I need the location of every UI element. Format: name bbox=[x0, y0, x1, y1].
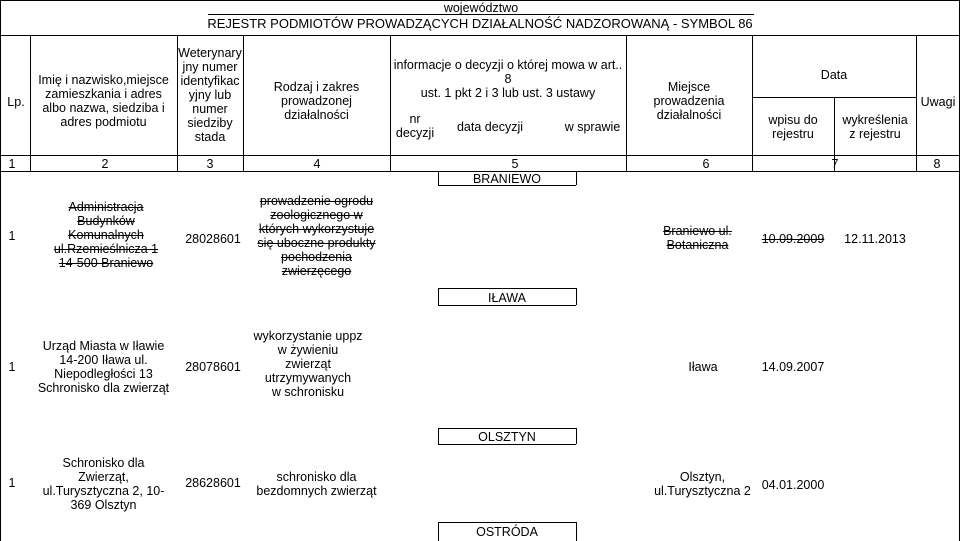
col-activity-header: Rodzaj i zakres prowadzonej działalności bbox=[273, 80, 360, 122]
row-activity: wykorzystanie uppz w żywieniu zwierząt utrzymywanych w schronisku bbox=[253, 329, 363, 399]
col-removal-date-header: wykreślenia z rejestru bbox=[842, 113, 908, 141]
region-label: województwo bbox=[443, 1, 519, 15]
col-decision-group-header: informacje o decyzji o której mowa w art.. 8 ust. 1 pkt 2 i 3 lub ust. 3 ustawy bbox=[393, 58, 623, 100]
row-entry-date: 10.09.2009 bbox=[761, 232, 825, 246]
row-place: Braniewo ul. Botaniczna bbox=[663, 224, 732, 252]
rule-olsztyn-bottom bbox=[438, 444, 576, 445]
col-vet-header: Weterynary jny numer identyfikac yjny lub numer siedziby stada bbox=[178, 46, 242, 144]
col-entry-date-header: wpisu do rejestru bbox=[768, 113, 818, 141]
col-date-group-header: Data bbox=[820, 68, 848, 82]
rule-left bbox=[0, 0, 1, 541]
row-activity: schronisko dla bezdomnych zwierząt bbox=[256, 470, 377, 498]
rule-under-title bbox=[0, 35, 960, 36]
section-ilawa: IŁAWA bbox=[488, 291, 526, 305]
row-activity: prowadzenie ogrodu zoologicznego w których wykorzystuje się uboczne produkty pochodzenia zwierzęcego bbox=[257, 194, 376, 278]
col-number: 5 bbox=[511, 157, 519, 171]
row-vet-number: 28078601 bbox=[185, 360, 241, 374]
rule-header-bottom bbox=[0, 155, 960, 156]
col-number: 4 bbox=[313, 157, 321, 171]
rule-olsztyn-right bbox=[576, 428, 577, 444]
col-decision-case-header: w sprawie bbox=[564, 120, 621, 134]
section-braniewo: BRANIEWO bbox=[472, 172, 542, 186]
row-entry-date: 04.01.2000 bbox=[761, 478, 825, 492]
row-name: Urząd Miasta w Iławie 14-200 Iława ul. Niepodległości 13 Schronisko dla zwierząt bbox=[37, 339, 170, 395]
row-entry-date: 14.09.2007 bbox=[761, 360, 825, 374]
row-place: Olsztyn, ul.Turysztyczna 2 bbox=[654, 470, 751, 498]
row-lp: 1 bbox=[8, 476, 16, 490]
col-number: 6 bbox=[702, 157, 710, 171]
rule-ilawa-top bbox=[438, 288, 576, 289]
col-notes-header: Uwagi bbox=[920, 95, 956, 109]
row-name: Administracja Budynków Komunalnych ul.Rzemieślnicza 1 14-500 Braniewo bbox=[53, 200, 159, 270]
rule-ilawa-right bbox=[576, 288, 577, 305]
col-lp-header: Lp. bbox=[7, 95, 25, 109]
row-lp: 1 bbox=[8, 229, 16, 243]
section-ostroda: OSTRÓDA bbox=[476, 525, 538, 539]
rule-ostroda-right bbox=[576, 522, 577, 541]
col-number: 8 bbox=[933, 157, 941, 171]
row-lp: 1 bbox=[8, 360, 16, 374]
row-removal-date: 12.11.2013 bbox=[844, 232, 906, 246]
col-number: 2 bbox=[101, 157, 109, 171]
register-title: REJESTR PODMIOTÓW PROWADZĄCYCH DZIAŁALNOŚĆ NADZOROWANĄ - SYMBOL 86 bbox=[207, 16, 753, 31]
row-vet-number: 28028601 bbox=[185, 232, 241, 246]
col-name-header: Imię i nazwisko,miejsce zamieszkania i adres albo nazwa, siedziba i adres podmiotu bbox=[38, 73, 169, 129]
row-vet-number: 28628601 bbox=[185, 476, 241, 490]
rule-ilawa-bottom bbox=[438, 305, 576, 306]
rule-after-activity bbox=[390, 35, 391, 171]
rule-section-right bbox=[576, 171, 577, 185]
col-decision-date-header: data decyzji bbox=[456, 120, 523, 134]
col-place-header: Miejsce prowadzenia działalności bbox=[653, 80, 725, 122]
row-place: Iława bbox=[688, 360, 718, 374]
rule-after-place bbox=[752, 35, 753, 171]
rule-olsztyn-top bbox=[438, 428, 576, 429]
section-olsztyn: OLSZTYN bbox=[478, 430, 536, 444]
col-number: 1 bbox=[8, 157, 16, 171]
col-number: 7 bbox=[831, 157, 839, 171]
row-name: Schronisko dla Zwierząt, ul.Turysztyczna 2, 10- 369 Olsztyn bbox=[42, 456, 165, 512]
rule-ostroda-top bbox=[438, 522, 576, 523]
col-number: 3 bbox=[206, 157, 214, 171]
col-decision-nr-header: nr decyzji bbox=[395, 112, 435, 140]
